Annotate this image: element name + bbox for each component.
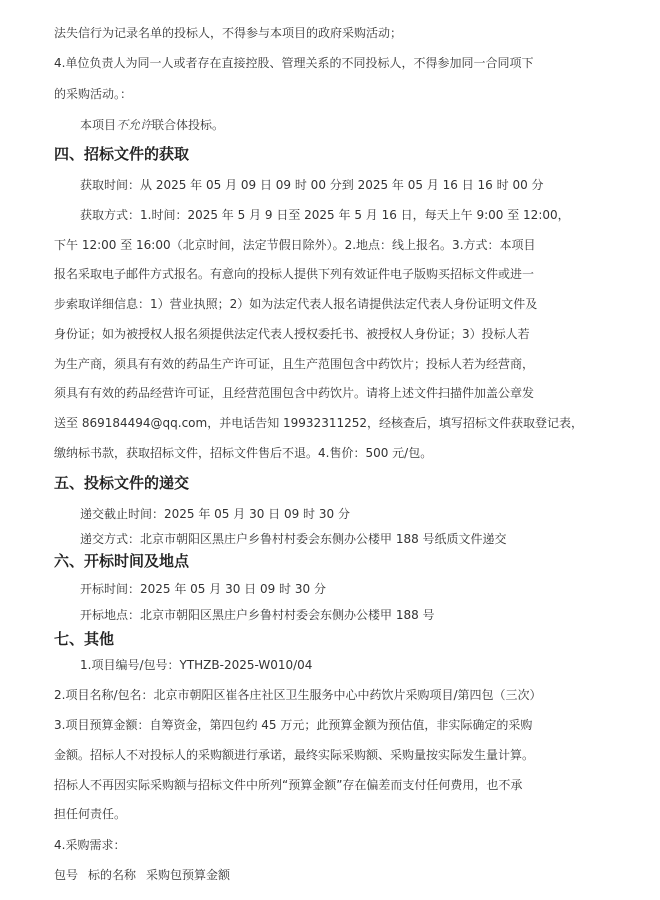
- intro-line-2: 4.单位负责人为同一人或者存在直接控股、管理关系的不同投标人，不得参加同一合同项下: [54, 56, 534, 70]
- section-five-heading: 五、投标文件的递交: [54, 474, 190, 492]
- acquisition-method-line-7: 须具有有效的药品经营许可证，且经营范围包含中药饮片。请将上述文件扫描件加盖公章发: [54, 386, 535, 400]
- acquisition-method-line-6: 为生产商，须具有有效的药品生产许可证，且生产范围包含中药饮片；投标人若为经营商，: [54, 357, 535, 371]
- budget-line-3: 招标人不再因实际采购额与招标文件中所列“预算金额”存在偏差而支付任何费用，也不承: [54, 778, 523, 792]
- table-header-item-name: 标的名称: [88, 868, 137, 882]
- table-header-package-no: 包号: [54, 868, 79, 882]
- acquisition-method-line-1: 获取方式：1.时间：2025 年 5 月 9 日至 2025 年 5 月 16 日，每天上午 9:00 至 12:00，: [80, 208, 570, 222]
- acquisition-method-line-4: 步索取详细信息：1）营业执照；2）如为法定代表人报名请提供法定代表人身份证明文件及: [54, 297, 538, 311]
- consortium-value: 不允许: [116, 118, 153, 132]
- budget-line-1: 3.项目预算金额：自筹资金，第四包约 45 万元；此预算金额为预估值，非实际确定的采购: [54, 718, 533, 732]
- opening-place: 开标地点：北京市朝阳区黑庄户乡鲁村村委会东侧办公楼甲 188 号: [80, 608, 435, 622]
- section-four-heading: 四、招标文件的获取: [54, 145, 190, 163]
- section-six-heading: 六、开标时间及地点: [54, 552, 190, 570]
- requirements-table-header: [54, 867, 614, 883]
- procurement-requirements: 4.采购需求：: [54, 838, 126, 852]
- acquisition-method-line-2: 下午 12:00 至 16:00（北京时间，法定节假日除外）。2.地点：线上报名。3.方式：本项目: [54, 238, 536, 252]
- consortium-prefix: 本项目: [80, 118, 117, 132]
- intro-line-1: 法失信行为记录名单的投标人，不得参与本项目的政府采购活动；: [54, 26, 403, 40]
- project-name: 2.项目名称/包名：北京市朝阳区崔各庄社区卫生服务中心中药饮片采购项目/第四包（三次）: [54, 688, 542, 702]
- consortium-statement: [80, 117, 620, 133]
- acquisition-method-line-9: 缴纳标书款，获取招标文件，招标文件售后不退。4.售价：500 元/包。: [54, 446, 433, 460]
- project-number: 1.项目编号/包号：YTHZB-2025-W010/04: [80, 658, 313, 672]
- submission-deadline: 递交截止时间：2025 年 05 月 30 日 09 时 30 分: [80, 507, 350, 521]
- acquisition-method-line-8: 送至 869184494@qq.com，并电话告知 19932311252，经核查后，填写招标文件获取登记表，: [54, 416, 584, 430]
- budget-line-4: 担任何责任。: [54, 807, 127, 821]
- acquisition-time: 获取时间：从 2025 年 05 月 09 日 09 时 00 分到 2025 年 05 月 16 日 16 时 00 分: [80, 178, 544, 192]
- opening-time: 开标时间：2025 年 05 月 30 日 09 时 30 分: [80, 582, 326, 596]
- intro-line-3: 的采购活动。：: [54, 87, 133, 101]
- acquisition-method-line-3: 报名采取电子邮件方式报名。有意向的投标人提供下列有效证件电子版购买招标文件或进一: [54, 267, 535, 281]
- submission-method: 递交方式：北京市朝阳区黑庄户乡鲁村村委会东侧办公楼甲 188 号纸质文件递交: [80, 532, 507, 546]
- consortium-suffix: 联合体投标。: [152, 118, 225, 132]
- section-seven-heading: 七、其他: [54, 630, 115, 648]
- table-header-package-budget: 采购包预算金额: [146, 868, 231, 882]
- budget-line-2: 金额。招标人不对投标人的采购额进行承诺，最终实际采购额、采购量按实际发生量计算。: [54, 748, 535, 762]
- acquisition-method-line-5: 身份证；如为被授权人报名须提供法定代表人授权委托书、被授权人身份证；3）投标人若: [54, 327, 530, 341]
